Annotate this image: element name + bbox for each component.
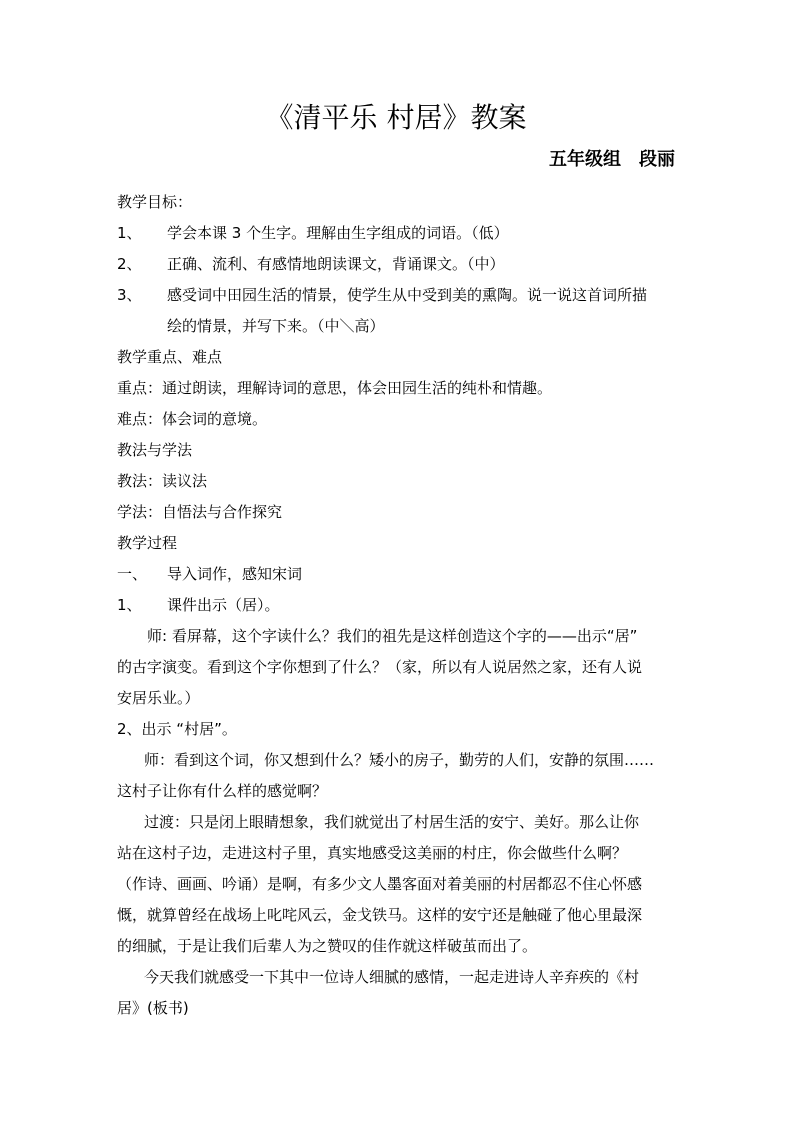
paragraph-line: 的古字演变。看到这个字你想到了什么？（家，所以有人说居然之家，还有人说 — [117, 658, 643, 676]
paragraph-line: 慨，就算曾经在战场上叱咤风云，金戈铁马。这样的安宁还是触碰了他心里最深 — [117, 906, 643, 924]
goal-text-continued: 绘的情景，并写下来。（中＼高） — [167, 317, 385, 335]
author-line — [549, 148, 675, 172]
goal-text: 学会本课 3 个生字。理解由生字组成的词语。（低） — [167, 224, 509, 242]
sub-step-two: 2、出示 “村居”。 — [117, 720, 237, 738]
paragraph-line: 居》(板书) — [117, 999, 189, 1017]
goals-heading: 教学目标： — [117, 193, 193, 211]
paragraph-line: 今天我们就感受一下其中一位诗人细腻的感情，一起走进诗人辛弃疾的《村 — [144, 968, 640, 986]
goal-item — [117, 280, 677, 311]
paragraph-line: 安居乐业。） — [117, 689, 200, 707]
paragraph-line: 这村子让你有什么样的感觉啊？ — [117, 782, 328, 800]
process-heading: 教学过程 — [117, 534, 178, 552]
goal-item — [117, 218, 677, 249]
author-group: 五年级组 — [549, 149, 621, 170]
document-title: 《清平乐 村居》教案 — [265, 101, 527, 134]
key-heading: 教学重点、难点 — [117, 348, 223, 366]
step-one — [117, 559, 677, 590]
paragraph-line: 过渡：只是闭上眼睛想象，我们就觉出了村居生活的安宁、美好。那么让你 — [144, 813, 640, 831]
goal-number: 2、 — [117, 255, 142, 273]
sub-step-one-text: 课件出示（居）。 — [167, 596, 280, 614]
goal-text: 正确、流利、有感情地朗读课文，背诵课文。（中） — [167, 255, 505, 273]
paragraph-line: 站在这村子边，走进这村子里，真实地感受这美丽的村庄，你会做些什么啊？ — [117, 844, 628, 862]
key-point: 重点：通过朗读，理解诗词的意思，体会田园生活的纯朴和情趣。 — [117, 379, 553, 397]
goal-text: 感受词中田园生活的情景，使学生从中受到美的熏陶。说一说这首词所描 — [167, 286, 648, 304]
document-body — [117, 187, 677, 1024]
author-name: 段丽 — [639, 149, 675, 170]
sub-step-one — [117, 590, 677, 621]
paragraph-line: 师: 看屏幕，这个字读什么？我们的祖先是这样创造这个字的——出示“居” — [147, 627, 638, 645]
paragraph-line: （作诗、画画、吟诵）是啊，有多少文人墨客面对着美丽的村居都忍不住心怀感 — [117, 875, 643, 893]
step-one-number: 一、 — [117, 565, 148, 583]
method-heading: 教法与学法 — [117, 441, 193, 459]
step-one-text: 导入词作，感知宋词 — [167, 565, 303, 583]
goal-number: 3、 — [117, 286, 142, 304]
paragraph-line: 的细腻，于是让我们后辈人为之赞叹的佳作就这样破茧而出了。 — [117, 937, 538, 955]
goal-item — [117, 249, 677, 280]
teach-method: 教法：读议法 — [117, 472, 208, 490]
learn-method: 学法：自悟法与合作探究 — [117, 503, 283, 521]
sub-step-one-number: 1、 — [117, 596, 142, 614]
paragraph-line: 师：看到这个词，你又想到什么？矮小的房子，勤劳的人们，安静的氛围…… — [144, 751, 655, 769]
goal-number: 1、 — [117, 224, 142, 242]
difficulty: 难点：体会词的意境。 — [117, 410, 268, 428]
